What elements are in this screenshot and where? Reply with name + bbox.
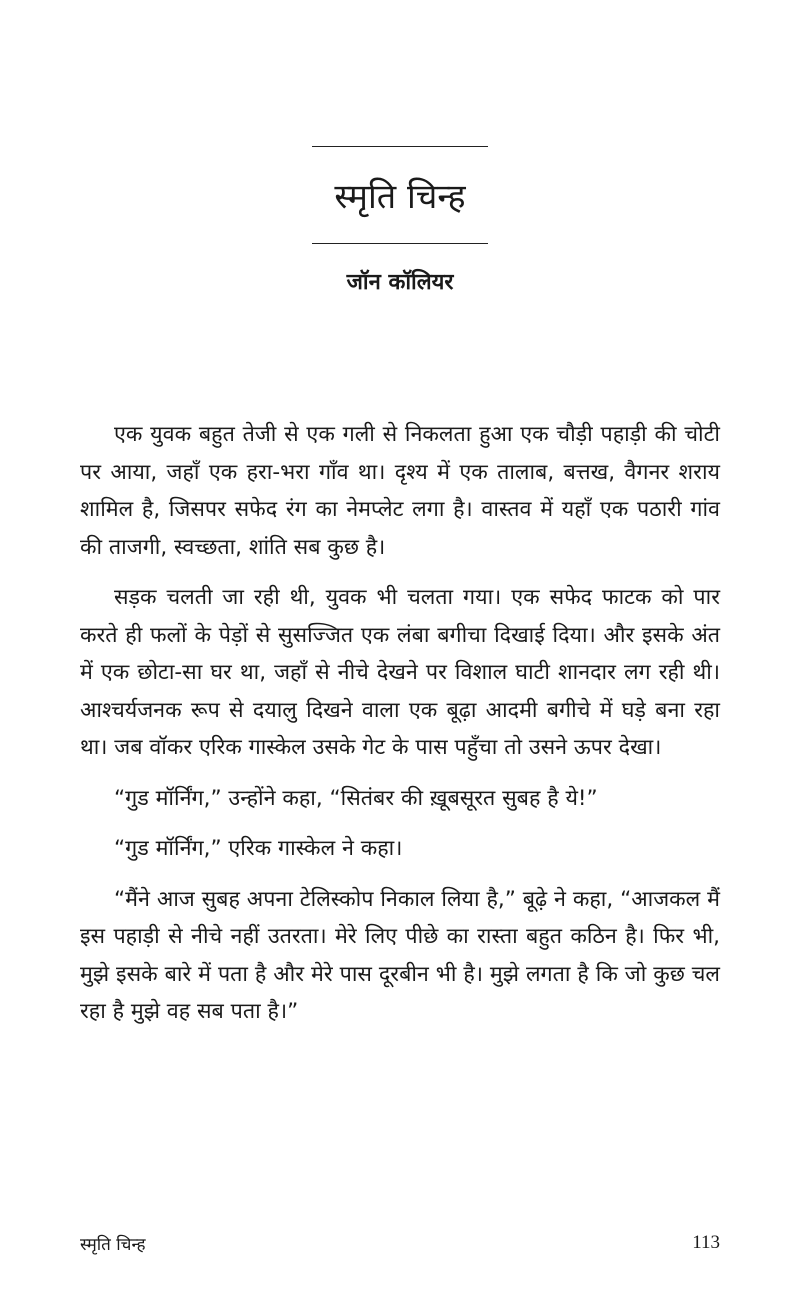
- paragraph: “मैंने आज सुबह अपना टेलिस्कोप निकाल लिया है,” बूढ़े ने कहा, “आजकल मैं इस पहाड़ी से नीचे नहीं उतरता। मेरे लिए पीछे का रास्ता बहुत कठिन है। फिर भी, मुझे इसके बारे में पता है और मेरे पास दूरबीन भी है। मुझे लगता है कि जो कुछ चल रहा है मुझे वह सब पता है।”: [80, 886, 720, 1024]
- body-text: [80, 416, 720, 1044]
- chapter-title: स्मृति चिन्ह: [334, 177, 466, 217]
- title-bottom-rule: [312, 243, 488, 244]
- paragraph: “गुड मॉर्निंग,” एरिक गास्केल ने कहा।: [114, 836, 403, 861]
- paragraph: “गुड मॉर्निंग,” उन्होंने कहा, “सितंबर की ख़ूबसूरत सुबह है ये!”: [114, 785, 598, 811]
- page-number: 113: [692, 1232, 720, 1253]
- title-top-rule: [312, 146, 488, 147]
- paragraph: एक युवक बहुत तेजी से एक गली से निकलता हुआ एक चौड़ी पहाड़ी की चोटी पर आया, जहाँ एक हरा-भरा गाँव था। दृश्य में एक तालाब, बत्तख, वैगनर शराय शामिल है, जिसपर सफेद रंग का नेमप्लेट लगा है। वास्तव में यहाँ एक पठारी गांव की ताजगी, स्वच्छता, शांति सब कुछ है।: [80, 422, 720, 560]
- running-footer-title: स्मृति चिन्ह: [80, 1235, 146, 1255]
- paragraph: सड़क चलती जा रही थी, युवक भी चलता गया। एक सफेद फाटक को पार करते ही फलों के पेड़ों से सुसज्जित एक लंबा बगीचा दिखाई दिया। और इसके अंत में एक छोटा-सा घर था, जहाँ से नीचे देखने पर विशाल घाटी शानदार लग रही थी। आश्चर्यजनक रूप से दयालु दिखने वाला एक बूढ़ा आदमी बगीचे में घड़े बना रहा था। जब वॉकर एरिक गास्केल उसके गेट के पास पहुँचा तो उसने ऊपर देखा।: [80, 585, 720, 760]
- author-name: जॉन कॉलियर: [346, 270, 454, 295]
